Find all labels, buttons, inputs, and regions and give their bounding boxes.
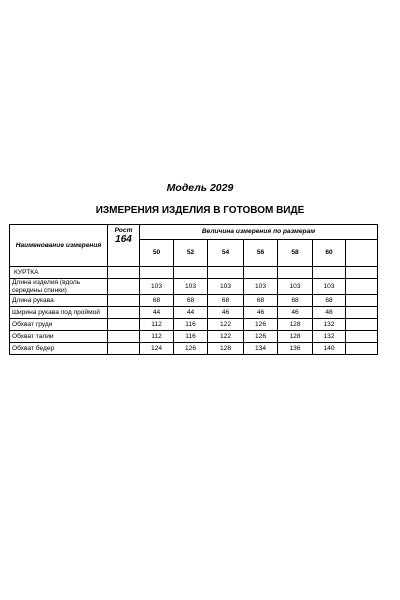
measurement-value: 132 xyxy=(313,331,346,343)
measurement-value: 116 xyxy=(174,331,208,343)
measurement-name: Ширина рукава под проймой xyxy=(10,307,108,319)
table-row xyxy=(10,279,378,295)
section-row xyxy=(10,267,378,279)
size-blank xyxy=(346,240,378,267)
measurement-value: 134 xyxy=(244,343,278,355)
empty-cell xyxy=(244,267,278,279)
measurement-value xyxy=(346,279,378,295)
measurement-value: 48 xyxy=(313,307,346,319)
measurement-value xyxy=(346,319,378,331)
empty-cell xyxy=(108,295,140,307)
measurement-value: 122 xyxy=(208,331,244,343)
table-row xyxy=(10,307,378,319)
measurement-value: 126 xyxy=(244,331,278,343)
empty-cell xyxy=(278,267,313,279)
height-label: Рост xyxy=(114,227,133,234)
header-row xyxy=(10,225,378,240)
measurement-name: Обхват груди xyxy=(10,319,108,331)
model-title: Модель 2029 xyxy=(166,182,234,194)
document-title: ИЗМЕРЕНИЯ ИЗДЕЛИЯ В ГОТОВОМ ВИДЕ xyxy=(95,205,305,216)
height-header xyxy=(108,225,140,267)
table-row xyxy=(10,331,378,343)
empty-cell xyxy=(140,267,174,279)
measurement-value: 128 xyxy=(278,319,313,331)
measurement-name: Длина рукава xyxy=(10,295,108,307)
measurement-value: 103 xyxy=(174,279,208,295)
empty-cell xyxy=(108,307,140,319)
size-56: 56 xyxy=(244,240,278,267)
size-54: 54 xyxy=(208,240,244,267)
measurement-value: 46 xyxy=(208,307,244,319)
measurement-value: 46 xyxy=(278,307,313,319)
empty-cell xyxy=(108,343,140,355)
measurement-value: 126 xyxy=(244,319,278,331)
empty-cell xyxy=(208,267,244,279)
measurement-value: 103 xyxy=(278,279,313,295)
table-row xyxy=(10,319,378,331)
measurement-value xyxy=(346,307,378,319)
empty-cell xyxy=(313,267,346,279)
empty-cell xyxy=(174,267,208,279)
measurement-value: 124 xyxy=(140,343,174,355)
measurement-name: Обхват талии xyxy=(10,331,108,343)
measurement-value: 68 xyxy=(208,295,244,307)
height-value: 164 xyxy=(115,233,132,245)
measurement-value: 68 xyxy=(174,295,208,307)
measurements-table xyxy=(9,224,378,355)
size-50: 50 xyxy=(140,240,174,267)
measurement-value: 103 xyxy=(244,279,278,295)
size-52: 52 xyxy=(174,240,208,267)
measurement-value: 128 xyxy=(208,343,244,355)
empty-cell xyxy=(108,279,140,295)
measurement-value xyxy=(346,331,378,343)
name-column-header: Наименование измерения xyxy=(10,225,108,267)
size-58: 58 xyxy=(278,240,313,267)
measurement-value: 44 xyxy=(140,307,174,319)
measurement-value: 103 xyxy=(313,279,346,295)
measurement-value xyxy=(346,343,378,355)
measurement-value: 140 xyxy=(313,343,346,355)
measurement-value: 68 xyxy=(278,295,313,307)
measurement-value: 132 xyxy=(313,319,346,331)
measurement-value: 122 xyxy=(208,319,244,331)
measurement-name: Длина изделия (вдоль середины спинки) xyxy=(10,279,108,295)
section-label: КУРТКА xyxy=(10,267,108,279)
measurement-value: 68 xyxy=(244,295,278,307)
measurement-value: 128 xyxy=(278,331,313,343)
measurement-value: 68 xyxy=(140,295,174,307)
measurement-value: 126 xyxy=(174,343,208,355)
empty-cell xyxy=(108,331,140,343)
measurement-value: 112 xyxy=(140,319,174,331)
empty-cell xyxy=(108,267,140,279)
measurement-value: 68 xyxy=(313,295,346,307)
measurement-name: Обхват бедер xyxy=(10,343,108,355)
sizes-header: Величина измерения по размерам xyxy=(140,225,378,240)
empty-cell xyxy=(108,319,140,331)
size-60: 60 xyxy=(313,240,346,267)
measurement-value: 103 xyxy=(208,279,244,295)
measurement-value: 103 xyxy=(140,279,174,295)
measurement-value: 136 xyxy=(278,343,313,355)
measurement-value: 116 xyxy=(174,319,208,331)
measurement-value xyxy=(346,295,378,307)
measurement-value: 112 xyxy=(140,331,174,343)
measurement-value: 44 xyxy=(174,307,208,319)
empty-cell xyxy=(346,267,378,279)
measurement-value: 46 xyxy=(244,307,278,319)
table-row xyxy=(10,343,378,355)
table-row xyxy=(10,295,378,307)
